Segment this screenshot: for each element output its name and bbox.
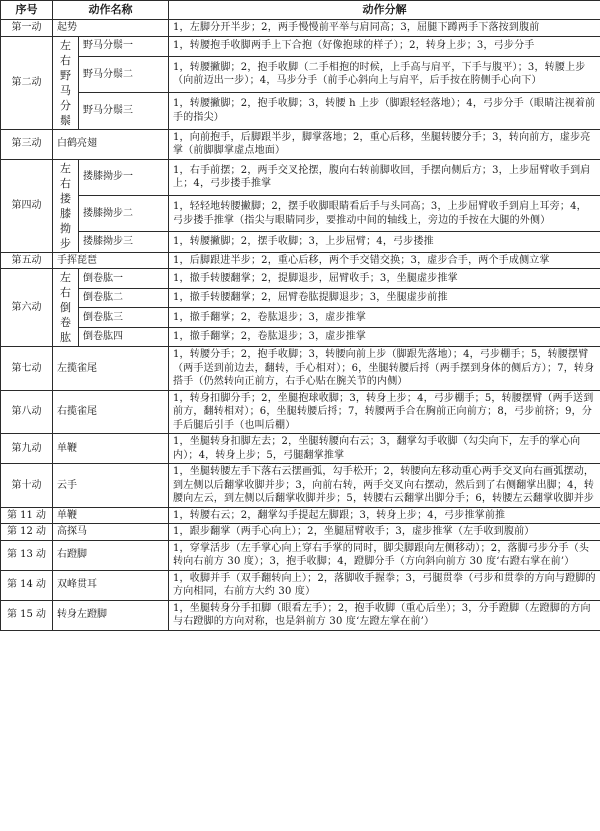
row-num: 第 14 动	[1, 570, 53, 600]
table-row	[1, 347, 600, 391]
row-desc: 1，转腰分手；2，抱手收脚；3，转腰向前上步（脚跟先落地）；4，弓步棚手；5，转腰摆臂（两手送到前边去，翻转，手心相对）；6，坐腿转腰后捋（两手摆到身体的侧后方）；7，转身搭手（仍然转向正前方，右手心贴在腕关节的内侧）	[169, 347, 600, 391]
table-row	[1, 464, 600, 508]
row-name: 单鞭	[53, 507, 169, 524]
row-desc: 1，撤手转腰翻掌；2，屈臂卷肱提脚退步；3，坐腿虚步前推	[169, 288, 600, 308]
row-desc: 1，转腰右云；2，翻掌勾手提起左脚跟；3，转身上步；4，弓步推掌前推	[169, 507, 600, 524]
table-row	[1, 507, 600, 524]
row-name: 白鹤亮翅	[53, 129, 169, 159]
row-desc: 1，坐腿转腰左手下落右云摆画弧，勾手松开；2，转腰向左移动重心两手交叉向右画弧摆动，到左侧以后翻掌收脚并步；3，向前右转，两手交叉向右摆动，然后到了右侧翻掌出脚；4，转腰向左云，到左侧以后翻掌收脚并步；5，转腰右云翻掌出脚分手；6，转腰左云翻掌收脚并步	[169, 464, 600, 508]
row-num: 第 15 动	[1, 600, 53, 630]
table-row	[1, 232, 600, 252]
table-row	[1, 570, 600, 600]
row-name: 手挥琵琶	[53, 252, 169, 269]
row-num: 第五动	[1, 252, 53, 269]
row-desc: 1，坐腿转身分手扣脚（眼看左手）；2，抱手收脚（重心后坐）；3，分手蹬脚（左蹬脚的方向与右蹬脚的方向对称，也是斜前方 30 度‘左蹬左掌在前’）	[169, 600, 600, 630]
row-desc: 1，撤手转腰翻掌；2，提脚退步，屈臂收手；3，坐腿虚步推掌	[169, 269, 600, 289]
group-label: 左 右 倒 卷 肱	[60, 271, 71, 344]
table-row	[1, 308, 600, 328]
header-row	[1, 1, 600, 20]
row-name: 双峰贯耳	[53, 570, 169, 600]
row-name: 右揽雀尾	[53, 390, 169, 434]
table-row	[1, 288, 600, 308]
row-desc: 1，收脚并手（双手翻转向上）；2，落脚收手握拳；3，弓腿贯拳（弓步和贯拳的方向与蹬脚的方向相同，右前方大约 30 度）	[169, 570, 600, 600]
row-name: 转身左蹬脚	[53, 600, 169, 630]
table-row	[1, 93, 600, 129]
table-row	[1, 327, 600, 347]
row-num: 第 12 动	[1, 524, 53, 541]
row-name: 左揽雀尾	[53, 347, 169, 391]
row-desc: 1，转腰撇脚；2，抱手收脚；3，转腰 h 上步（脚跟轻轻落地）；4，弓步分手（眼睛注视着前手的指尖）	[169, 93, 600, 129]
row-name: 野马分鬃一	[79, 36, 169, 56]
table-row	[1, 159, 600, 195]
row-name: 野马分鬃三	[79, 93, 169, 129]
row-name: 单鞭	[53, 434, 169, 464]
row-name: 右蹬脚	[53, 540, 169, 570]
row-desc: 1，转腰撇脚；2，抱手收脚（二手相抱的时候，上手高与肩平，下手与腹平）；3，转腰上步（向前迈出一步）；4，马步分手（前手心斜向上与肩平，后手按在胯侧手心向下）	[169, 56, 600, 92]
table-row	[1, 524, 600, 541]
table-row	[1, 195, 600, 231]
row-name: 倒卷肱二	[79, 288, 169, 308]
row-num: 第四动	[1, 159, 53, 252]
table-row	[1, 252, 600, 269]
row-name: 搂膝拗步一	[79, 159, 169, 195]
row-group	[53, 159, 79, 252]
row-desc: 1，左脚分开半步；2，两手慢慢前平举与肩同高；3，屈腿下蹲两手下落按到腹前	[169, 20, 600, 37]
group-label: 左 右 野 马 分 鬃	[60, 38, 71, 127]
row-group	[53, 36, 79, 129]
row-group	[53, 269, 79, 347]
header-desc: 动作分解	[169, 1, 600, 20]
table-row	[1, 600, 600, 630]
table-row	[1, 129, 600, 159]
row-desc: 1，坐腿转身扣脚左去；2，坐腿转腰向右云；3，翻掌勾手收脚（勾尖向下，左手的掌心向内）；4，转身上步；5，弓腿翻掌推掌	[169, 434, 600, 464]
row-num: 第二动	[1, 36, 53, 129]
row-name: 倒卷肱一	[79, 269, 169, 289]
row-desc: 1，转腰抱手收脚两手上下合抱（好像抱球的样子）；2，转身上步；3，弓步分手	[169, 36, 600, 56]
row-name: 搂膝拗步二	[79, 195, 169, 231]
table-row	[1, 540, 600, 570]
table-row	[1, 434, 600, 464]
row-num: 第一动	[1, 20, 53, 37]
row-name: 起势	[53, 20, 169, 37]
table-row	[1, 56, 600, 92]
row-desc: 1，轻轻地转腰撇脚；2，摆手收脚眼睛看后手与头同高；3，上步屈臂收手到肩上耳旁；4，弓步搂手推掌（指尖与眼睛同步，要推动中间的轴线上，旁边的手按在大腿的外侧）	[169, 195, 600, 231]
row-desc: 1，转身扣脚分手；2，坐腿抱球收脚；3，转身上步；4，弓步棚手；5，转腰摆臂（两手送到前方，翻转相对）；6，坐腿转腰后捋；7，转腰两手合在胸前正向前方；8，弓步前挤；9，分手后腿后引手（也叫后棚）	[169, 390, 600, 434]
group-label: 左 右 搂 膝 拗 步	[60, 161, 71, 250]
row-name: 倒卷肱四	[79, 327, 169, 347]
row-desc: 1，跟步翻掌（两手心向上）；2，坐腿屈臂收手；3，虚步推掌（左手收到腹前）	[169, 524, 600, 541]
row-name: 云手	[53, 464, 169, 508]
row-num: 第六动	[1, 269, 53, 347]
header-name: 动作名称	[53, 1, 169, 20]
header-num: 序号	[1, 1, 53, 20]
table-row	[1, 390, 600, 434]
row-num: 第九动	[1, 434, 53, 464]
row-name: 野马分鬃二	[79, 56, 169, 92]
row-name: 高探马	[53, 524, 169, 541]
row-num: 第七动	[1, 347, 53, 391]
row-num: 第 13 动	[1, 540, 53, 570]
row-desc: 1，后脚跟进半步；2，重心后移，两个手交错交换；3，虚步合手，两个手成侧立掌	[169, 252, 600, 269]
row-name: 搂膝拗步三	[79, 232, 169, 252]
table-row	[1, 269, 600, 289]
row-name: 倒卷肱三	[79, 308, 169, 328]
row-num: 第十动	[1, 464, 53, 508]
table-row	[1, 20, 600, 37]
table-row	[1, 36, 600, 56]
row-num: 第三动	[1, 129, 53, 159]
row-num: 第八动	[1, 390, 53, 434]
row-desc: 1，撤手翻掌；2，卷肱退步；3，虚步推掌	[169, 308, 600, 328]
row-desc: 1，转腰撇脚；2，摆手收脚；3，上步屈臂；4，弓步搂推	[169, 232, 600, 252]
row-desc: 1，向前抱手，后脚跟半步，脚掌落地；2，重心后移，坐腿转腰分手；3，转向前方，虚步亮掌（前脚脚掌虚点地面）	[169, 129, 600, 159]
row-num: 第 11 动	[1, 507, 53, 524]
row-desc: 1，右手前摆；2，两手交叉抡摆，腹向右转前脚收回，手摆向侧后方；3，上步屈臂收手到肩上；4，弓步搂手推掌	[169, 159, 600, 195]
row-desc: 1，撤手翻掌；2，卷肱退步；3，虚步推掌	[169, 327, 600, 347]
row-desc: 1，穿掌活步（左手掌心向上穿右手掌的同时，脚尖脚跟向左侧移动）；2，落脚弓步分手（头转向右前方 30 度）；3，抱手收脚；4，蹬脚分手（方向斜向前方 30 度‘右蹬右掌在前’）	[169, 540, 600, 570]
